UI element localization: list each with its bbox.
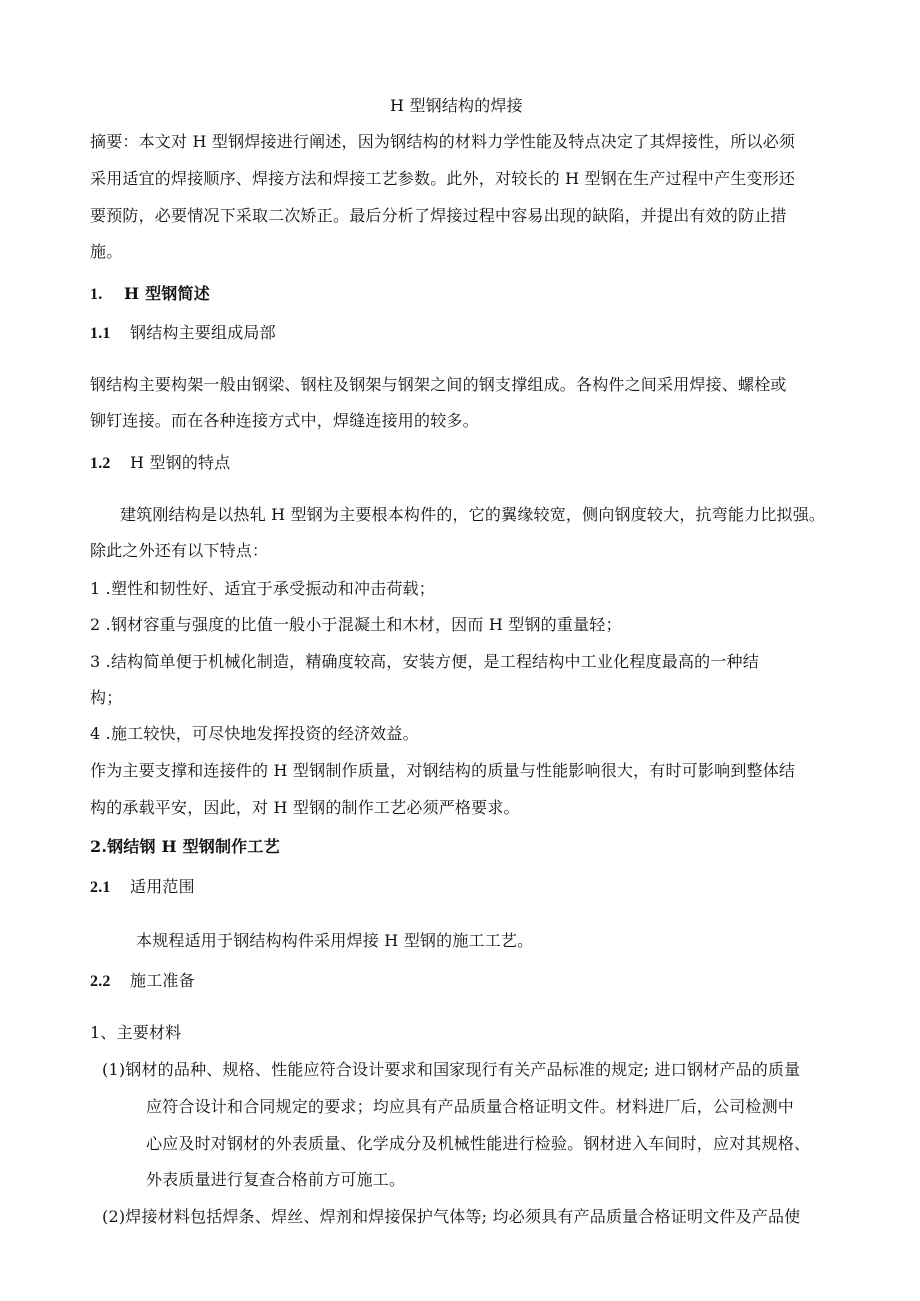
section-number: 2.1	[90, 879, 111, 896]
list-item-line: (1)钢材的品种、规格、性能应符合设计要求和国家现行有关产品标准的规定; 进口钢材产品的质量	[102, 1060, 801, 1079]
paragraph-line: 铆钉连接。而在各种连接方式中，焊缝连接用的较多。	[90, 411, 479, 430]
document-title: H 型钢结构的焊接	[390, 96, 523, 115]
feature-item: 1 .塑性和韧性好、适宜于承受振动和冲击荷载；	[90, 579, 435, 598]
paragraph-line: 钢结构主要构架一般由钢梁、钢柱及钢架与钢架之间的钢支撑组成。各构件之间采用焊接、螺栓或	[90, 375, 787, 394]
section-heading-1-2	[90, 452, 230, 475]
paragraph-line: 本规程适用于钢结构构件采用焊接 H 型钢的施工工艺。	[136, 931, 534, 950]
abstract-line: 施。	[90, 242, 123, 261]
list-item-line: 心应及时对钢材的外表质量、化学成分及机械性能进行检验。钢材进入车间时，应对其规格、	[146, 1134, 811, 1153]
section-number: 1.1	[90, 325, 111, 342]
feature-item: 3 .结构简单便于机械化制造，精确度较高，安装方便，是工程结构中工业化程度最高的一种结	[90, 652, 759, 671]
section-title: 施工准备	[130, 971, 195, 990]
list-item-line: 外表质量进行复查合格前方可施工。	[146, 1170, 406, 1189]
paragraph-line: 除此之外还有以下特点：	[90, 541, 269, 560]
paragraph-line: 建筑刚结构是以热轧 H 型钢为主要根本构件的，它的翼缘较宽，侧向钢度较大，抗弯能力比拟强。	[120, 505, 826, 524]
abstract-line: 要预防，必要情况下采取二次矫正。最后分析了焊接过程中容易出现的缺陷，并提出有效的防止措	[90, 206, 787, 225]
section-number: 1.2	[90, 455, 111, 472]
section-heading-2-1	[90, 876, 195, 899]
section-number: 2.	[90, 837, 108, 856]
section-title: H 型钢的特点	[130, 453, 231, 472]
section-title: 钢结构主要组成局部	[130, 323, 276, 342]
section-heading-1	[90, 283, 210, 306]
list-item-line: 应符合设计和合同规定的要求；均应具有产品质量合格证明文件。材料进厂后，公司检测中	[146, 1097, 795, 1116]
list-item-line: (2)焊接材料包括焊条、焊丝、焊剂和焊接保护气体等; 均必须具有产品质量合格证明文件及产品使	[102, 1207, 801, 1226]
paragraph-line: 构的承载平安，因此，对 H 型钢的制作工艺必须严格要求。	[90, 798, 520, 817]
paragraph-line: 作为主要支撑和连接件的 H 型钢制作质量，对钢结构的质量与性能影响很大，有时可影响到整体结	[90, 761, 796, 780]
feature-item: 4 .施工较快，可尽快地发挥投资的经济效益。	[90, 724, 419, 743]
feature-item: 2 .钢材容重与强度的比值一般小于混凝土和木材，因而 H 型钢的重量轻；	[90, 615, 622, 634]
feature-item: 构；	[90, 688, 123, 707]
section-title: H 型钢简述	[124, 284, 210, 303]
section-heading-2	[90, 836, 280, 858]
section-title: 钢结钢 H 型钢制作工艺	[107, 837, 280, 856]
abstract-line: 采用适宜的焊接顺序、焊接方法和焊接工艺参数。此外，对较长的 H 型钢在生产过程中产生变形还	[90, 169, 796, 188]
section-number: 1.	[90, 286, 103, 303]
section-title: 适用范围	[130, 877, 195, 896]
abstract-line: 摘要：本文对 H 型钢焊接进行阐述，因为钢结构的材料力学性能及特点决定了其焊接性，所以必须	[90, 132, 796, 151]
subheading-materials: 1、主要材料	[90, 1023, 182, 1042]
section-number: 2.2	[90, 973, 111, 990]
section-heading-1-1	[90, 322, 276, 345]
section-heading-2-2	[90, 970, 195, 993]
